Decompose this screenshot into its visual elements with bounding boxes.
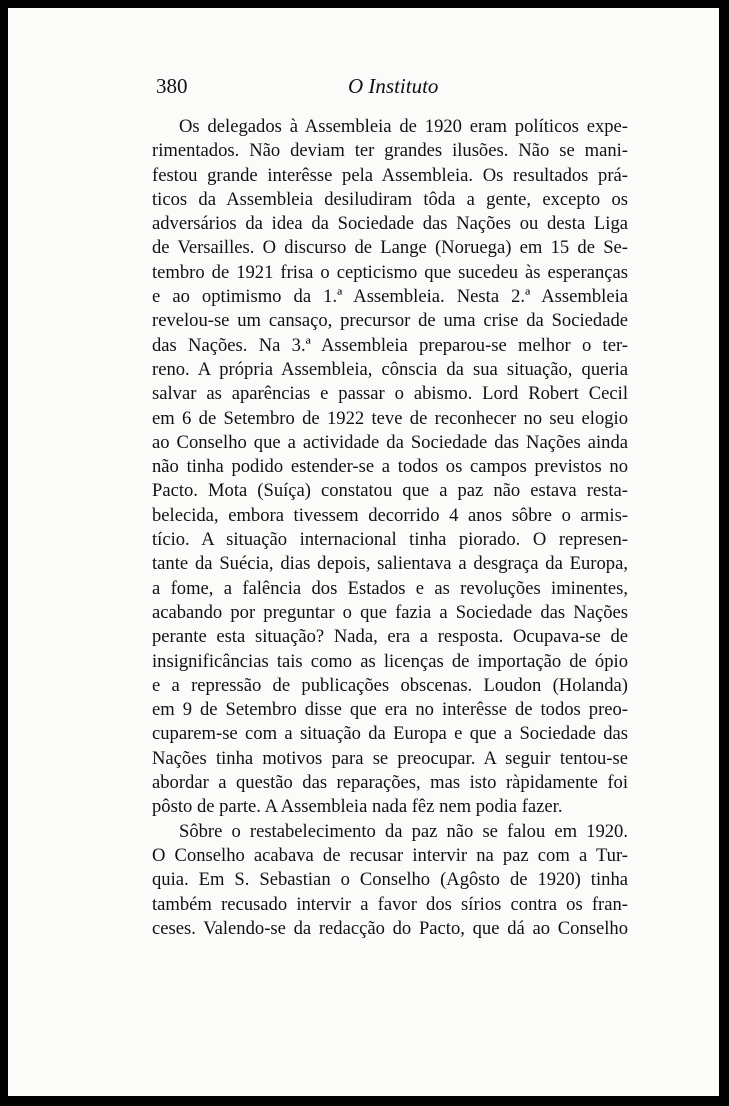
- text-line: ao Conselho que a actividade da Sociedade das Nações ainda: [152, 431, 628, 453]
- text-line: abordar a questão das reparações, mas isto ràpidamente foi: [152, 772, 628, 794]
- text-line: festou grande interêsse pela Assembleia. Os resultados prá-: [152, 164, 628, 186]
- text-line: a fome, a falência dos Estados e as revoluções iminentes,: [152, 577, 628, 599]
- page-header: [156, 74, 638, 104]
- text-line: e a repressão de publicações obscenas. Loudon (Holanda): [152, 674, 628, 696]
- text-line: rimentados. Não deviam ter grandes ilusões. Não se mani-: [152, 140, 628, 162]
- text-line: belecida, embora tivessem decorrido 4 anos sôbre o armis-: [152, 504, 628, 526]
- text-line: reno. A própria Assembleia, cônscia da sua situação, queria: [152, 358, 628, 380]
- text-line: pôsto de parte. A Assembleia nada fêz nem podia fazer.: [152, 796, 563, 818]
- text-line: das Nações. Na 3.ª Assembleia preparou-se melhor o ter-: [152, 334, 628, 356]
- text-line: em 6 de Setembro de 1922 teve de reconhecer no seu elogio: [152, 407, 628, 429]
- text-line: tante da Suécia, dias depois, salientava a desgraça da Europa,: [152, 553, 628, 575]
- text-line: O Conselho acabava de recusar intervir na paz com a Tur-: [152, 844, 628, 866]
- text-line: cuparem-se com a situação da Europa e que a Sociedade das: [152, 723, 628, 745]
- text-line: Sôbre o restabelecimento da paz não se falou em 1920.: [179, 820, 628, 842]
- text-line: Os delegados à Assembleia de 1920 eram políticos expe-: [179, 116, 628, 137]
- running-title: O Instituto: [348, 74, 439, 98]
- text-line: salvar as aparências e passar o abismo. Lord Robert Cecil: [152, 383, 628, 405]
- text-line: em 9 de Setembro disse que era no interêsse de todos preo-: [152, 699, 628, 721]
- text-line: não tinha podido estender-se a todos os campos previstos no: [152, 456, 628, 478]
- text-line: acabando por preguntar o que fazia a Sociedade das Nações: [152, 601, 628, 623]
- text-line: tício. A situação internacional tinha piorado. O represen-: [152, 529, 628, 551]
- text-line: adversários da idea da Sociedade das Nações ou desta Liga: [152, 213, 628, 235]
- text-line: quia. Em S. Sebastian o Conselho (Agôsto de 1920) tinha: [152, 869, 628, 891]
- body-text: [152, 115, 628, 941]
- text-line: perante esta situação? Nada, era a resposta. Ocupava-se de: [152, 626, 628, 648]
- text-line: Nações tinha motivos para se preocupar. A seguir tentou-se: [152, 747, 628, 769]
- text-line: também recusado intervir a favor dos sírios contra os fran-: [152, 893, 628, 915]
- page-number: 380: [156, 74, 188, 98]
- text-line: ceses. Valendo-se da redacção do Pacto, que dá ao Conselho: [152, 917, 628, 939]
- text-line: insignificâncias tais como as licenças de importação de ópio: [152, 650, 628, 672]
- text-line: tembro de 1921 frisa o cepticismo que sucedeu às esperanças: [152, 261, 628, 283]
- text-line: ticos da Assembleia desiludiram tôda a gente, excepto os: [152, 188, 628, 210]
- text-line: de Versailles. O discurso de Lange (Noruega) em 15 de Se-: [152, 237, 628, 259]
- text-line: revelou-se um cansaço, precursor de uma crise da Sociedade: [152, 310, 628, 332]
- text-line: Pacto. Mota (Suíça) constatou que a paz não estava resta-: [152, 480, 628, 502]
- text-line: e ao optimismo da 1.ª Assembleia. Nesta 2.ª Assembleia: [152, 286, 628, 308]
